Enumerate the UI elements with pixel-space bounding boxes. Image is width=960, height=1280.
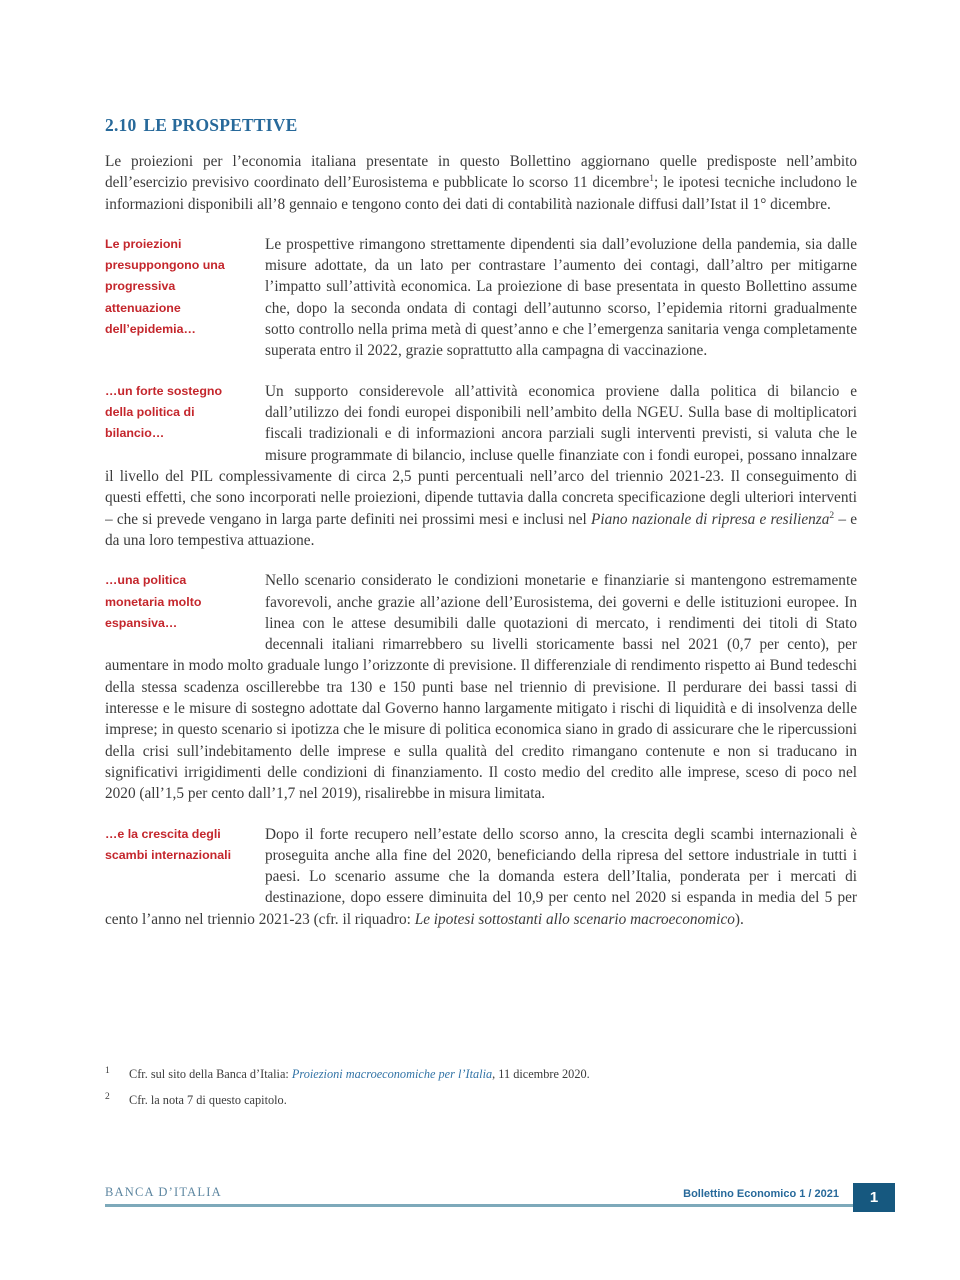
footnote-2-marker: 2 (105, 1092, 110, 1102)
section-politica-monetaria (105, 570, 857, 804)
paragraph-politica-bilancio: Un supporto considerevole all’attività economica proviene dalla politica di bilancio e dall’utilizzo dei fondi europei disponibili nell’ambito della NGEU. Sulla base di moltiplicatori fiscali tradizionali e di informazioni ancora parziali sugli interventi previsti, si valuta che le misure programmate di bilancio, incluse quelle finanziate con i fondi europei, possano innalzare il livello del PIL complessivamente di circa 2,5 punti percentuali nell’arco del triennio 2021-23. Il conseguimento di questi effetti, che sono incorporati nelle proiezioni, dipende tuttavia dalla concreta specificazione degli ulteriori interventi – che si prevede vengano in larga parte definiti nei prossimi mesi e inclusi nel Piano nazionale di ripresa e resilienza$^2$ – e da una loro tempestiva attuazione. (105, 382, 857, 549)
margin-note-politica-bilancio: …un forte sostegno della politica di bilancio… (105, 383, 223, 441)
intro-paragraph: Le proiezioni per l’economia italiana presentate in questo Bollettino aggiornano quelle predisposte nell’ambito dell’esercizio previsivo coordinato dell’Eurosistema e pubblicate lo scorso 11 dicembre$^1$; le ipotesi tecniche includono le informazioni disponibili all’8 gennaio e tengono conto dei dati di contabilità nazionale diffusi dall’Istat il 1° dicembre. (105, 153, 858, 213)
margin-note-politica-monetaria: …una politica monetaria molto espansiva… (105, 573, 202, 630)
page-footer (105, 1183, 895, 1217)
footer-issue-label: Bollettino Economico 1 / 2021 (683, 1188, 839, 1200)
footnote-2-text: Cfr. la nota 7 di questo capitolo. (129, 1093, 287, 1107)
footnote-1-text: Cfr. sul sito della Banca d’Italia: Proiezioni macroeconomiche per l’Italia, 11 dicembre 2020. (129, 1067, 590, 1081)
section-number: 2.10 (105, 115, 137, 135)
section-epidemia (105, 234, 857, 362)
section-title (105, 0, 857, 136)
footer-brand: BANCA D’ITALIA (105, 1185, 222, 1199)
section-scambi-internazionali (105, 824, 857, 930)
footnote-1-marker: 1 (105, 1066, 110, 1076)
paragraph-epidemia: Le prospettive rimangono strettamente dipendenti sia dall’evoluzione della pandemia, sia dalle misure adottate, da un lato per contrastare l’aumento dei contagi, dall’altro per mitigarne l’impatto sull’attività economica. La proiezione di base presentata in questo Bollettino assume che, dopo la seconda ondata di contagi dell’autunno scorso, l’epidemia ritorni gradualmente sotto controllo nella prima metà di quest’anno e che l’emergenza sanitaria venga completamente superata entro il 2022, grazie soprattutto alla campagna di vaccinazione. (265, 235, 857, 360)
footnote-1 (105, 1066, 857, 1083)
footer-rule (105, 1204, 856, 1207)
margin-note-epidemia: Le proiezioni presuppongono una progressiva attenuazione dell’epidemia… (105, 236, 225, 337)
page-number-badge: 1 (853, 1183, 895, 1212)
footnote-link[interactable]: Proiezioni macroeconomiche per l’Italia (291, 1067, 493, 1081)
footnotes (105, 1066, 857, 1118)
section-title-text: LE PROSPETTIVE (143, 115, 298, 135)
footnote-2 (105, 1092, 857, 1109)
paragraph-politica-monetaria: Nello scenario considerato le condizioni monetarie e finanziarie si mantengono estremamente favorevoli, anche grazie all’azione dell’Eurosistema, dei governi e delle istituzioni europee. In linea con le attese desumibili dalle quotazioni di mercato, i rendimenti dei titoli di Stato decennali italiani rimarrebbero su livelli storicamente bassi nel 2021 (0,7 per cento), per aumentare in modo molto graduale lungo l’orizzonte di previsione. Il differenziale di rendimento rispetto ai Bund tedeschi della stessa scadenza oscillerebbe tra 130 e 150 punti base nel triennio di previsione. Il perdurare dei bassi tassi di interesse e le misure di sostegno adottate dal Governo hanno largamente mitigato i rischi di liquidità e di insolvenza delle imprese; in questo scenario si ipotizza che le misure di politica economica siano in grado di assicurare che le ripercussioni della crisi sull’indebitamento delle imprese e sulla qualità del credito rimangano contenute e non si traducano in significativi irrigidimenti delle condizioni di finanziamento. Il costo medio del credito alle imprese, sceso di poco nel 2020 (all’1,5 per cento dall’1,7 nel 2019), risalirebbe in misura limitata. (105, 572, 857, 803)
paragraph-scambi-internazionali: Dopo il forte recupero nell’estate dello scorso anno, la crescita degli scambi internazionali è proseguita anche alla fine del 2020, beneficiando della ripresa del settore industriale in tutti i paesi. Lo scenario assume che la domanda estera dell’Italia, ponderata per i mercati di destinazione, dopo essere diminuita del 10,9 per cento nel 2020 si espanda in media del 5 per cento l’anno nel triennio 2021-23 (cfr. il riquadro: Le ipotesi sottostanti allo scenario macroeconomico). (105, 825, 857, 928)
main-content (105, 0, 857, 930)
section-politica-bilancio (105, 381, 857, 551)
margin-note-scambi-internazionali: …e la crescita degli scambi internazionali (105, 826, 232, 862)
